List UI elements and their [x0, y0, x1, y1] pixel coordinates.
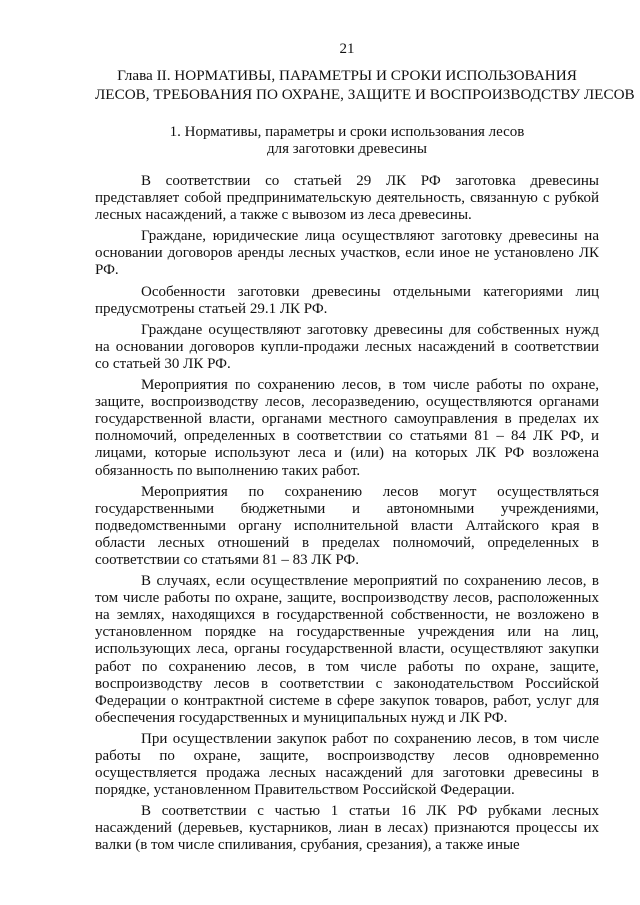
page-number: 21	[339, 41, 355, 57]
paragraph-2: Граждане, юридические лица осуществляют заготовку древесины на основании договоров аренды лесных участков, если иное не установлено ЛК РФ.	[95, 228, 599, 279]
paragraph-9: В соответствии с частью 1 статьи 16 ЛК РФ рубками лесных насаждений (деревьев, кустарников, лиан в лесах) признаются процессы их валки (в том числе спиливания, срубания, срезания), а также иные	[95, 803, 599, 854]
paragraph-4: Граждане осуществляют заготовку древесины для собственных нужд на основании договоров купли-продажи лесных насаждений в соответствии со статьей 30 ЛК РФ.	[95, 321, 599, 372]
chapter-title	[95, 66, 635, 104]
document-page	[95, 40, 635, 859]
section-title-line-2: для заготовки древесины	[266, 141, 428, 157]
paragraph-7: В случаях, если осуществление мероприятий по сохранению лесов, в том числе работы по охране, защите, воспроизводству лесов, расположенных на землях, находящихся в государственной собственности, не возложено в установленном порядке на государственные учреждения или на лиц, использующих леса, органы государственной власти, осуществляют закупки работ по сохранению лесов, в том числе работы по охране, защите, воспроизводству лесов в соответствии с законодательством Российской Федерации о контрактной системе в сфере закупок товаров, работ, услуг для обеспечения государственных и муниципальных нужд и ЛК РФ.	[95, 573, 599, 726]
paragraph-8: При осуществлении закупок работ по сохранению лесов, в том числе работы по охране, защите, воспроизводству лесов одновременно осуществляется продажа лесных насаждений для заготовки древесины в порядке, установленном Правительством Российской Федерации.	[95, 730, 599, 799]
paragraph-6: Мероприятия по сохранению лесов могут осуществляться государственными бюджетными и автономными учреждениями, подведомственными органу исполнительной власти Алтайского края в области лесных отношений в пределах полномочий, определенных в соответствии со статьями 81 – 83 ЛК РФ.	[95, 483, 599, 568]
paragraph-5: Мероприятия по сохранению лесов, в том числе работы по охране, защите, воспроизводству лесов, лесоразведению, осуществляются органами государственной власти, органами местного самоуправления в пределах их полномочий, определенных в соответствии со статьями 81 – 84 ЛК РФ, и лицами, которые используют леса и (или) на которых ЛК РФ возложена обязанность по выполнению таких работ.	[95, 377, 599, 479]
paragraph-1: В соответствии со статьей 29 ЛК РФ заготовка древесины представляет собой предпринимательскую деятельность, связанную с рубкой лесных насаждений, а также с вывозом из леса древесины.	[95, 173, 599, 224]
section-title	[95, 124, 599, 158]
chapter-title-line-1: Глава II. НОРМАТИВЫ, ПАРАМЕТРЫ И СРОКИ ИСПОЛЬЗОВАНИЯ	[117, 67, 577, 84]
section-title-line-1: 1. Нормативы, параметры и сроки использования лесов	[169, 124, 525, 140]
paragraph-3: Особенности заготовки древесины отдельными категориями лиц предусмотрены статьей 29.1 ЛК РФ.	[95, 283, 599, 317]
chapter-title-line-2: ЛЕСОВ, ТРЕБОВАНИЯ ПО ОХРАНЕ, ЗАЩИТЕ И ВОСПРОИЗВОДСТВУ ЛЕСОВ	[95, 86, 635, 103]
body-text	[95, 173, 599, 855]
